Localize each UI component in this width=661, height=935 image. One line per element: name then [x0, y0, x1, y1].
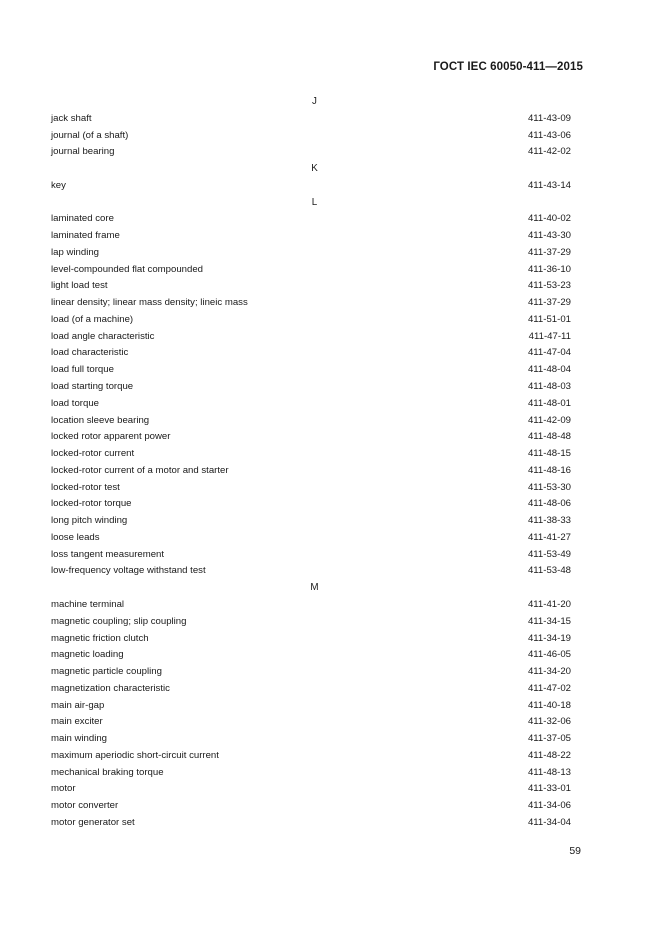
entry-code: 411-34-06 [527, 800, 571, 812]
entry-code: 411-53-49 [527, 548, 571, 560]
entry-code: 411-34-15 [527, 615, 571, 627]
entry-term: laminated core [51, 213, 114, 225]
index-entry [51, 513, 571, 530]
entry-code: 411-43-14 [527, 179, 571, 191]
entry-term: main exciter [51, 716, 103, 728]
index-entry [51, 463, 571, 480]
entry-term: mechanical braking torque [51, 766, 164, 778]
entry-code: 411-43-30 [527, 230, 571, 242]
index-entry [51, 597, 571, 614]
entry-code: 411-46-05 [527, 649, 571, 661]
index-entry [51, 714, 571, 731]
entry-code: 411-34-20 [527, 666, 571, 678]
entry-term: lap winding [51, 246, 100, 258]
entry-term: locked-rotor torque [51, 498, 132, 510]
entry-code: 411-37-29 [527, 297, 571, 309]
entry-code: 411-34-04 [527, 816, 571, 828]
entry-term: load characteristic [51, 347, 129, 359]
entry-term: journal bearing [51, 146, 115, 158]
entry-code: 411-42-02 [527, 146, 571, 158]
index-entry [51, 480, 571, 497]
entry-code: 411-53-30 [527, 481, 571, 493]
entry-term: light load test [51, 280, 108, 292]
entry-term: laminated frame [51, 230, 120, 242]
index-entry [51, 748, 571, 765]
entry-code: 411-48-22 [527, 749, 571, 761]
entry-term: maximum aperiodic short-circuit current [51, 749, 219, 761]
index-entry [51, 178, 571, 195]
section-letter: J [312, 96, 317, 107]
entry-code: 411-38-33 [527, 515, 571, 527]
entry-term: location sleeve bearing [51, 414, 150, 426]
index-entry [51, 228, 571, 245]
index-entry [51, 144, 571, 161]
entry-code: 411-42-09 [527, 414, 571, 426]
entry-code: 411-37-29 [527, 246, 571, 258]
entry-term: journal (of a shaft) [51, 129, 129, 141]
entry-term: locked rotor apparent power [51, 431, 171, 443]
index-entry [51, 681, 571, 698]
entry-code: 411-40-18 [527, 699, 571, 711]
entry-term: low-frequency voltage withstand test [51, 565, 206, 577]
entry-term: machine terminal [51, 598, 125, 610]
entry-term: locked-rotor current [51, 448, 135, 460]
entry-code: 411-32-06 [527, 716, 571, 728]
entry-term: magnetic friction clutch [51, 632, 149, 644]
index-entry [51, 245, 571, 262]
index-entry [51, 731, 571, 748]
entry-code: 411-43-06 [527, 129, 571, 141]
index-entry [51, 362, 571, 379]
index-entry [51, 345, 571, 362]
index-entry [51, 413, 571, 430]
index-entry [51, 547, 571, 564]
entry-code: 411-40-02 [527, 213, 571, 225]
entry-term: locked-rotor current of a motor and starter [51, 464, 229, 476]
entry-term: magnetic particle coupling [51, 666, 162, 678]
entry-code: 411-48-48 [527, 431, 571, 443]
entry-code: 411-41-20 [527, 598, 571, 610]
page-number: 59 [569, 845, 581, 857]
entry-code: 411-48-04 [527, 364, 571, 376]
index-entry [51, 429, 571, 446]
index-entry [51, 211, 571, 228]
index-entry [51, 765, 571, 782]
section-letter: L [311, 196, 318, 208]
entry-term: load torque [51, 397, 100, 409]
entry-code: 411-47-02 [527, 682, 571, 694]
entry-code: 411-53-23 [527, 280, 571, 292]
index-entry [51, 664, 571, 681]
entry-term: motor [51, 783, 76, 795]
section-letter: M [310, 582, 319, 594]
entry-code: 411-51-01 [527, 313, 571, 325]
index-entry [51, 329, 571, 346]
entry-term: load full torque [51, 364, 114, 376]
index-entry [51, 396, 571, 413]
section-letter: K [311, 163, 318, 175]
index-entry [51, 128, 571, 145]
index-entry [51, 698, 571, 715]
index-entry [51, 614, 571, 631]
entry-term: magnetic coupling; slip coupling [51, 615, 187, 627]
entry-code: 411-37-05 [527, 733, 571, 745]
entry-code: 411-48-01 [527, 397, 571, 409]
index-entry [51, 631, 571, 648]
entry-code: 411-47-04 [527, 347, 571, 359]
entry-term: key [51, 179, 66, 191]
index-entry [51, 781, 571, 798]
entry-term: loss tangent measurement [51, 548, 165, 560]
entry-term: jack shaft [51, 112, 92, 124]
entry-term: long pitch winding [51, 515, 128, 527]
entry-term: loose leads [51, 531, 100, 543]
entry-term: load angle characteristic [51, 330, 155, 342]
index-entry [51, 295, 571, 312]
entry-term: magnetization characteristic [51, 682, 170, 694]
entry-code: 411-48-16 [527, 464, 571, 476]
entry-code: 411-48-13 [527, 766, 571, 778]
index-entry [51, 312, 571, 329]
index-entry [51, 262, 571, 279]
index-entry [51, 278, 571, 295]
entry-term: linear density; linear mass density; lineic mass [51, 297, 248, 309]
entry-code: 411-41-27 [527, 531, 571, 543]
entry-code: 411-36-10 [527, 263, 571, 275]
index-entry [51, 379, 571, 396]
index-entry [51, 563, 571, 580]
entry-code: 411-47-11 [528, 330, 571, 342]
index-entry [51, 798, 571, 815]
entry-term: locked-rotor test [51, 481, 120, 493]
entry-code: 411-48-06 [527, 498, 571, 510]
entry-code: 411-53-48 [527, 565, 571, 577]
index-entry [51, 530, 571, 547]
index-entry [51, 446, 571, 463]
entry-term: main air-gap [51, 699, 105, 711]
entry-term: motor generator set [51, 816, 135, 828]
index-entry [51, 111, 571, 128]
index-entry [51, 496, 571, 513]
entry-term: load (of a machine) [51, 313, 134, 325]
entry-code: 411-48-03 [527, 381, 571, 393]
entry-term: main winding [51, 733, 107, 745]
entry-code: 411-48-15 [527, 448, 571, 460]
entry-code: 411-33-01 [527, 783, 571, 795]
index-entry [51, 815, 571, 832]
entry-term: motor converter [51, 800, 119, 812]
term-index [51, 94, 571, 832]
entry-term: magnetic loading [51, 649, 124, 661]
entry-code: 411-34-19 [527, 632, 571, 644]
entry-code: 411-43-09 [527, 112, 571, 124]
entry-term: load starting torque [51, 381, 134, 393]
index-entry [51, 647, 571, 664]
entry-term: level-compounded flat compounded [51, 263, 204, 275]
document-header: ГОСТ IEC 60050-411—2015 [433, 61, 583, 73]
